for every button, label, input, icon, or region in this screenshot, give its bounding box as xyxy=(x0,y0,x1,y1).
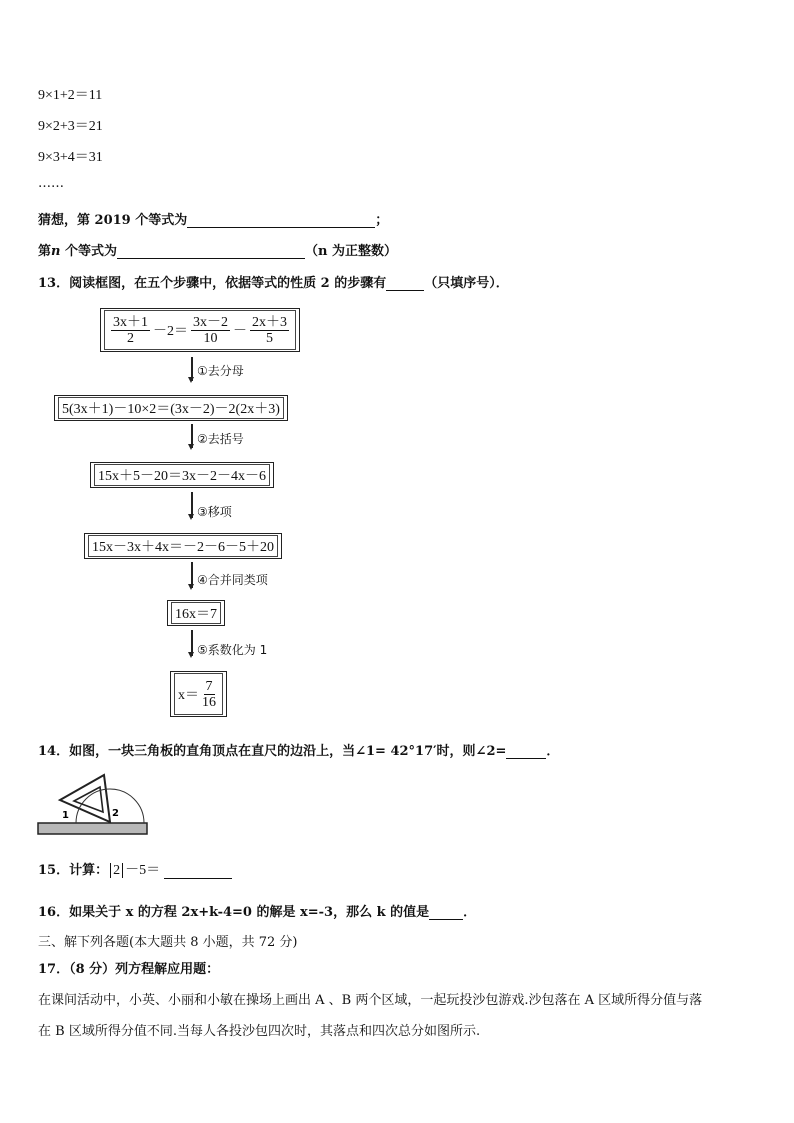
flow-step-2: ②去括号 xyxy=(197,432,244,446)
pattern-line-1: 9×1+2＝11 xyxy=(38,88,103,103)
eq2-text: 5(3x＋1)－10×2＝(3x－2)－2(2x＋3) xyxy=(58,397,284,419)
q16-text: 16．如果关于 x 的方程 2x+k-4=0 的解是 x=-3，那么 k 的值是 xyxy=(38,905,430,920)
q16-answer-blank[interactable] xyxy=(429,906,463,920)
eq4-text: 15x－3x＋4x＝－2－6－5＋20 xyxy=(88,535,278,557)
flow-step-5: ⑤系数化为 1 xyxy=(197,643,268,657)
nth-answer-blank[interactable] xyxy=(117,245,305,259)
flow-eq-2 xyxy=(54,395,288,421)
eq1-frac2-num: 3x－2 xyxy=(193,314,228,330)
eq1-frac1-num: 3x＋1 xyxy=(113,314,148,330)
q16-suffix: ． xyxy=(463,905,477,920)
pattern-line-3: 9×3+4＝31 xyxy=(38,150,103,165)
q13-suffix: （只填序号）． xyxy=(424,276,509,291)
nth-var: n xyxy=(51,244,61,259)
question-15 xyxy=(38,859,232,879)
flow-arrow-3 xyxy=(191,492,193,518)
eq6-lhs: x＝ xyxy=(178,688,199,703)
nth-prefix: 第 xyxy=(38,244,52,259)
eq1-mid: －2＝ xyxy=(153,324,188,339)
q17-title: 17．（8 分）列方程解应用题： xyxy=(38,962,220,977)
q15-expr: －5＝ xyxy=(125,863,161,878)
flow-arrow-4 xyxy=(191,562,193,588)
flow-eq-3 xyxy=(90,462,274,488)
eq1-frac3-den: 5 xyxy=(266,330,273,346)
angle-1-label: 1 xyxy=(62,810,69,821)
flow-eq-4 xyxy=(84,533,282,559)
eq1-frac3-num: 2x＋3 xyxy=(252,314,287,330)
flow-arrow-5 xyxy=(191,630,193,656)
q14-text: 14．如图，一块三角板的直角顶点在直尺的边沿上，当∠1= 42°17′时，则∠2= xyxy=(38,744,507,759)
eq5-text: 16x＝7 xyxy=(171,602,221,624)
guess-prefix: 猜想，第 2019 个等式为 xyxy=(38,213,188,228)
q15-abs-value: 2 xyxy=(110,863,123,878)
q13-answer-blank[interactable] xyxy=(386,277,424,291)
triangle-ruler-figure xyxy=(36,770,150,838)
flow-eq-5 xyxy=(167,600,225,626)
question-16 xyxy=(38,901,476,920)
question-13 xyxy=(38,272,509,291)
ellipsis: …… xyxy=(38,176,64,191)
ruler-shape xyxy=(38,823,147,834)
nth-line xyxy=(38,240,397,259)
flow-step-4: ④合并同类项 xyxy=(197,573,268,587)
q17-paragraph-2: 在 B 区域所得分值不同.当每人各投沙包四次时，其落点和四次总分如图所示. xyxy=(38,1024,481,1039)
eq1-minus: － xyxy=(233,324,247,339)
nth-middle: 个等式为 xyxy=(60,244,117,259)
flow-step-1: ①去分母 xyxy=(197,364,244,378)
pattern-line-2: 9×2+3＝21 xyxy=(38,119,103,134)
q17-paragraph-1: 在课间活动中，小英、小丽和小敏在操场上画出 A 、B 两个区域，一起玩投沙包游戏.沙包落在 A 区域所得分值与落 xyxy=(38,993,703,1008)
flow-eq-6 xyxy=(170,671,227,717)
flow-step-3: ③移项 xyxy=(197,505,232,519)
q14-answer-blank[interactable] xyxy=(506,745,546,759)
flow-eq-1 xyxy=(100,308,300,352)
section-3-heading: 三、解下列各题(本大题共 8 小题，共 72 分) xyxy=(38,935,298,950)
q14-suffix: ． xyxy=(546,744,560,759)
eq1-frac2-den: 10 xyxy=(203,330,218,346)
eq3-text: 15x＋5－20＝3x－2－4x－6 xyxy=(94,464,270,486)
guess-answer-blank[interactable] xyxy=(187,214,375,228)
flow-arrow-2 xyxy=(191,424,193,448)
nth-suffix: （n 为正整数） xyxy=(305,244,397,259)
q15-answer-blank[interactable] xyxy=(164,865,232,879)
eq6-den: 16 xyxy=(202,694,216,710)
eq1-frac1-den: 2 xyxy=(127,330,134,346)
eq6-num: 7 xyxy=(205,678,213,694)
q13-text: 13．阅读框图，在五个步骤中，依据等式的性质 2 的步骤有 xyxy=(38,276,387,291)
guess-line xyxy=(38,209,388,228)
question-14 xyxy=(38,740,559,759)
q15-prefix: 15．计算： xyxy=(38,863,109,878)
flow-arrow-1 xyxy=(191,357,193,381)
guess-suffix: ； xyxy=(375,213,389,228)
angle-2-label: 2 xyxy=(112,808,119,819)
